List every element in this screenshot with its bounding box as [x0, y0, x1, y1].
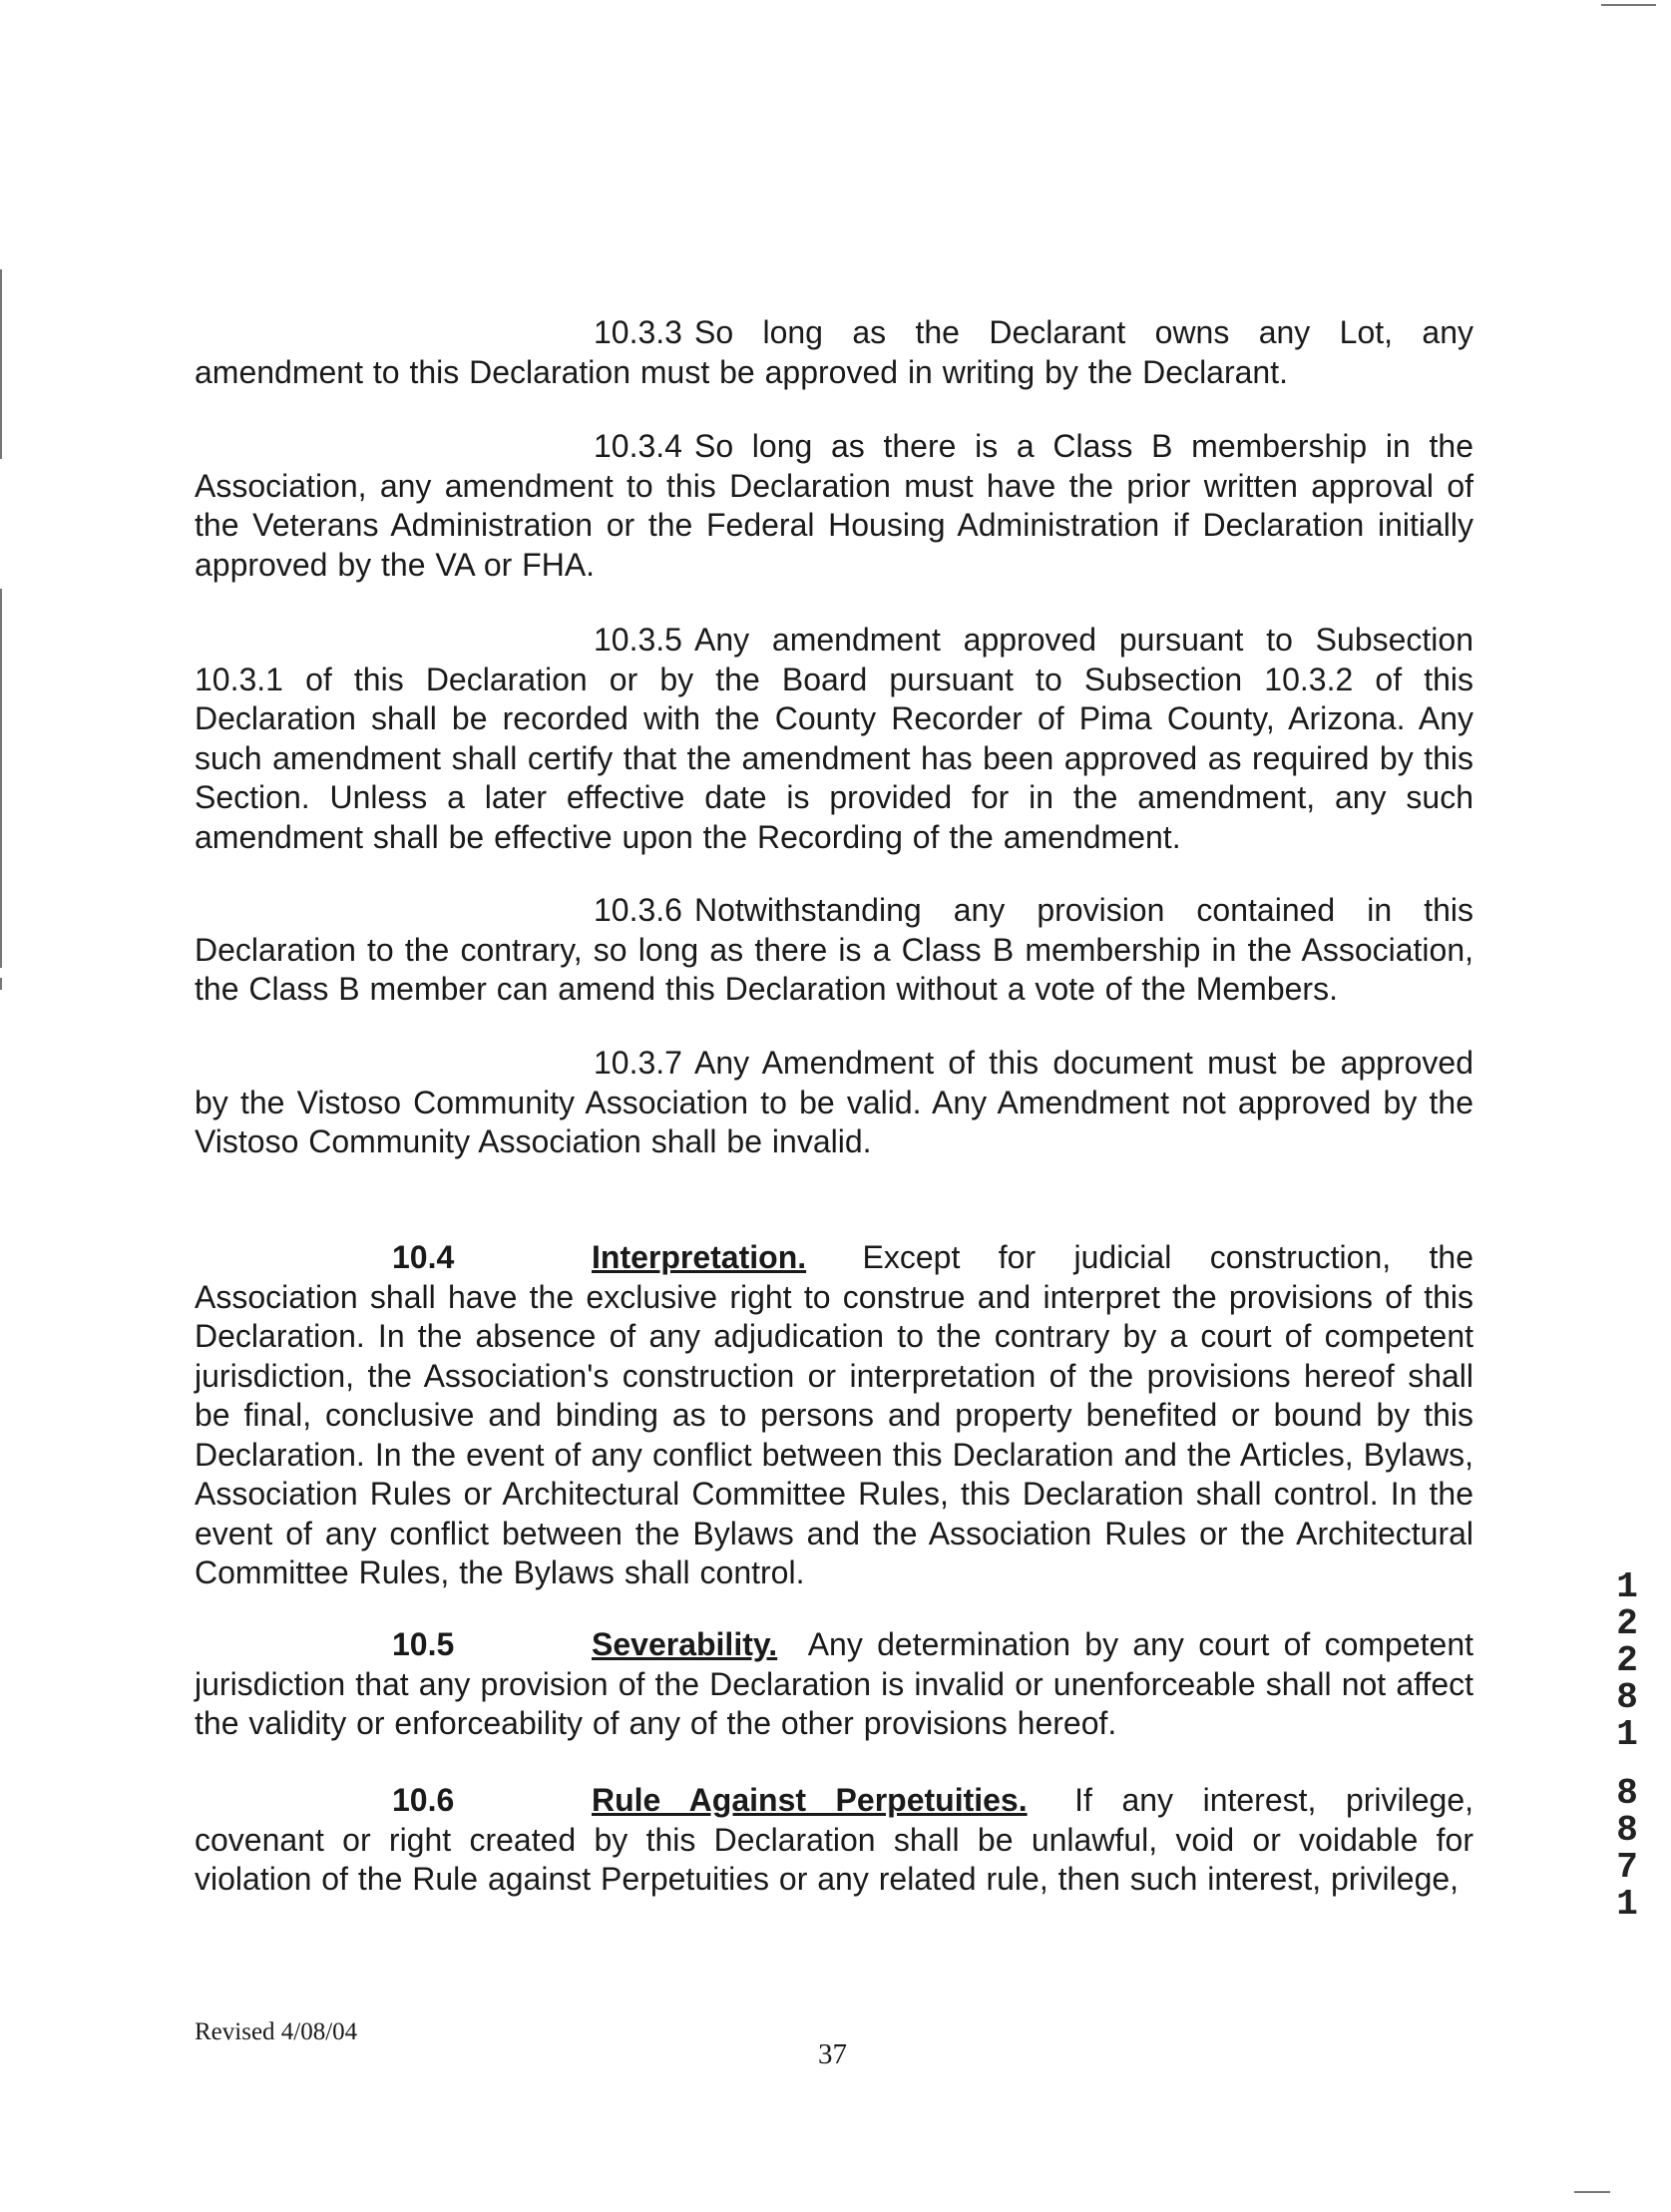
- section-number: 10.3.6: [594, 892, 682, 928]
- section-text: So long as the Declarant owns any Lot, any amendment to this Declaration must be approved in writing by the Declarant.: [195, 314, 1473, 390]
- section-10-3-6: [195, 891, 1473, 1010]
- section-title: Interpretation.: [592, 1239, 807, 1275]
- scan-edge-mark: [1601, 4, 1656, 6]
- stamp-digit: 8: [1616, 1773, 1638, 1814]
- section-title: Severability.: [592, 1626, 778, 1662]
- scan-edge-mark: [1574, 2191, 1610, 2193]
- page-number: 37: [818, 2038, 847, 2070]
- section-10-5: [195, 1625, 1473, 1744]
- section-text: If any interest, privilege, covenant or right created by this Declaration shall be unlawful, void or voidable for violation of the Rule against Perpetuities or any related rule, then such interest, privilege,: [195, 1782, 1474, 1897]
- section-number: 10.5: [392, 1626, 455, 1662]
- section-10-4: [195, 1238, 1473, 1593]
- stamp-digit: 7: [1616, 1847, 1638, 1888]
- section-10-3-3: [195, 313, 1473, 392]
- section-title: Rule Against Perpetuities.: [592, 1782, 1028, 1818]
- scan-edge-mark: [0, 978, 2, 990]
- stamp-digit: 1: [1616, 1714, 1638, 1755]
- recording-stamp: [1609, 1568, 1645, 1923]
- section-10-3-5: [195, 621, 1473, 857]
- section-text: Any amendment approved pursuant to Subsection 10.3.1 of this Declaration or by the Board pursuant to Subsection 10.3.2 of this Declaration shall be recorded with the County Recorder of Pima County, Arizona. Any such amendment shall certify that the amendment has been approved as required by this Section. Unless a later effective date is provided for in the amendment, any such amendment shall be effective upon the Recording of the amendment.: [195, 622, 1473, 855]
- section-10-6: [195, 1781, 1473, 1900]
- section-text: Any determination by any court of competent jurisdiction that any provision of the Declaration is invalid or unenforceable shall not affect the validity or enforceability of any of the other provisions hereof.: [195, 1626, 1474, 1741]
- scan-edge-mark: [0, 269, 2, 459]
- section-10-3-4: [195, 427, 1473, 585]
- section-number: 10.3.3: [594, 314, 682, 350]
- stamp-digit: 2: [1616, 1640, 1638, 1681]
- stamp-digit: 1: [1616, 1566, 1638, 1607]
- section-text: Notwithstanding any provision contained in this Declaration to the contrary, so long as there is a Class B membership in the Association, the Class B member can amend this Declaration without a vote of the Members.: [195, 892, 1473, 1007]
- section-text: Any Amendment of this document must be approved by the Vistoso Community Association to be valid. Any Amendment not approved by the Vistoso Community Association shall be invalid.: [195, 1045, 1473, 1159]
- scan-edge-mark: [0, 589, 2, 968]
- stamp-digit: 8: [1616, 1810, 1638, 1851]
- section-number: 10.4: [392, 1239, 455, 1275]
- stamp-digit: 8: [1616, 1677, 1638, 1718]
- section-10-3-7: [195, 1044, 1473, 1162]
- section-text: So long as there is a Class B membership in the Association, any amendment to this Declaration must have the prior written approval of the Veterans Administration or the Federal Housing Administration if Declaration initially approved by the VA or FHA.: [195, 428, 1473, 583]
- section-number: 10.3.5: [594, 622, 682, 658]
- section-number: 10.3.4: [594, 428, 682, 464]
- stamp-digit: 1: [1616, 1884, 1638, 1925]
- section-text: Except for judicial construction, the Association shall have the exclusive right to construe and interpret the provisions of this Declaration. In the absence of any adjudication to the contrary by a court of competent jurisdiction, the Association's construction or interpretation of the provisions hereof shall be final, conclusive and binding as to persons and property benefited or bound by this Declaration. In the event of any conflict between this Declaration and the Articles, Bylaws, Association Rules or Architectural Committee Rules, this Declaration shall control. In the event of any conflict between the Bylaws and the Association Rules or the Architectural Committee Rules, the Bylaws shall control.: [195, 1239, 1474, 1590]
- stamp-digit: 2: [1616, 1603, 1638, 1644]
- section-number: 10.6: [392, 1782, 455, 1818]
- revision-note: Revised 4/08/04: [195, 2018, 358, 2045]
- section-number: 10.3.7: [594, 1045, 682, 1081]
